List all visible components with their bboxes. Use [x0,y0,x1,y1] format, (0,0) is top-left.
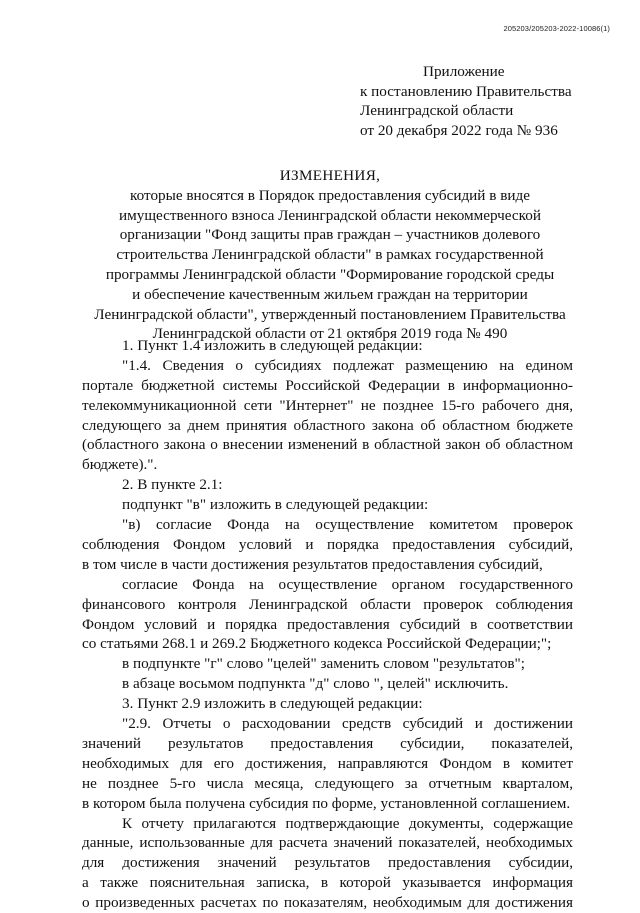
body-line: 2. В пункте 2.1: [122,476,223,494]
heading-line: которые вносятся в Порядок предоставления субсидий в виде [130,186,530,204]
heading-line: организации "Фонд защиты прав граждан – участников долевого [119,226,541,244]
body-line: Фондом условий и порядка предоставления субсидий в соответствии [82,615,573,633]
body-line: а также пояснительная записка, в которой указывается информация [82,874,573,892]
document-heading [60,166,600,344]
body-line: в том числе в части достижения результатов предоставления субсидий, [82,555,543,573]
body-line: финансового контроля Ленинградской области проверок соблюдения [82,595,573,613]
body-line: "1.4. Сведения о субсидиях подлежат размещению на едином [122,356,573,374]
body-line: не позднее 5-го числа месяца, следующего за отчетным кварталом, [82,774,573,792]
document-body [82,336,573,913]
appendix-line: к постановлению Правительства [360,82,572,100]
body-line: согласие Фонда на осуществление органом государственного [122,575,573,593]
body-line: "в) согласие Фонда на осуществление комитетом проверок [122,516,573,534]
body-line: (областного закона о внесении изменений в областной закон об областном [82,436,573,454]
heading-line: Ленинградской области", утвержденный постановлением Правительства [94,305,566,323]
body-line: бюджете).". [82,456,158,474]
heading-line: имущественного взноса Ленинградской области некоммерческой [119,206,541,224]
document-code: 205203/205203-2022-10086(1) [503,24,610,33]
body-line: следующего за днем принятия областного закона об областном бюджете [82,416,573,434]
appendix-line: от 20 декабря 2022 года № 936 [360,121,558,139]
body-line: соблюдения Фондом условий и порядка предоставления субсидий, [82,535,573,553]
body-line: 3. Пункт 2.9 изложить в следующей редакции: [122,695,423,713]
appendix-line: Ленинградской области [360,102,514,119]
body-line: подпункт "в" изложить в следующей редакции: [122,496,429,514]
body-line: К отчету прилагаются подтверждающие документы, содержащие [122,814,573,832]
body-line: телекоммуникационной сети "Интернет" не позднее 15-го рабочего дня, [82,396,573,414]
body-line: для достижения значений результатов предоставления субсидии, [82,854,573,872]
appendix-block [360,62,620,140]
heading-line: строительства Ленинградской области" в рамках государственной [116,246,544,264]
body-line: значений результатов предоставления субсидии, показателей, [82,734,573,752]
body-line: в абзаце восьмом подпункта "д" слово ", целей" исключить. [122,675,509,693]
body-line: данные, использованные для расчета значений показателей, необходимых [82,834,573,852]
appendix-line: Приложение [423,63,505,80]
body-line: в котором была получена субсидия по форме, установленной соглашением. [82,794,571,812]
heading-line: программы Ленинградской области "Формирование городской среды [105,265,555,283]
heading-line: Ленинградской области от 21 октября 2019 года № 490 [152,325,508,343]
body-line: 1. Пункт 1.4 изложить в следующей редакции: [122,337,423,354]
heading-line: и обеспечение качественным жильем граждан на территории [132,285,528,303]
body-line: со статьями 268.1 и 269.2 Бюджетного кодекса Российской Федерации;"; [82,635,552,653]
heading-title: ИЗМЕНЕНИЯ, [279,167,381,184]
body-line: о произведенных расчетах по показателям, необходимым для достижения [82,894,573,912]
body-line: необходимых для его достижения, направляются Фондом в комитет [82,754,573,772]
body-line: портале бюджетной системы Российской Федерации в информационно- [82,376,573,394]
body-line: в подпункте "г" слово "целей" заменить словом "результатов"; [122,655,525,673]
body-line: "2.9. Отчеты о расходовании средств субсидий и достижении [122,715,573,733]
